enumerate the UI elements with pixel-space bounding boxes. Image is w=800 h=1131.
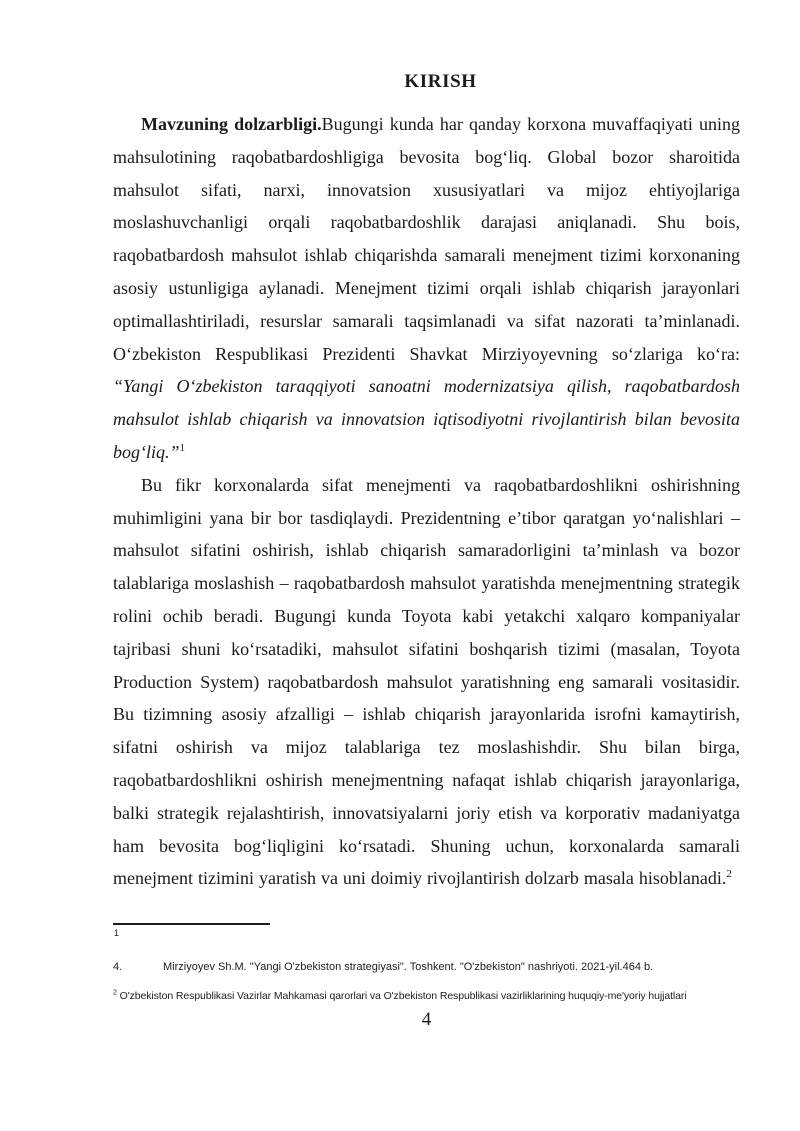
footnote-item-1-number: 4. <box>113 961 123 974</box>
paragraph-1-lead-bold: Mavzuning dolzarbligi. <box>141 114 322 134</box>
paragraph-1-text: Bugungi kunda har qanday korxona muvaffaqiyati uning mahsulotining raqobatbardoshligiga bevosita bog‘liq. Global bozor sharoitida mahsulot sifati, narxi, innovatsion xususiyatlari va mijoz ehtiyojlariga moslashuvchanligi orqali raqobatbardoshlik darajasi aniqlanadi. Shu bois, raqobatbardosh mahsulot ishlab chiqarishda samarali menejment tizimi korxonaning asosiy ustunligiga aylanadi. Menejment tizimi orqali ishlab chiqarish jarayonlari optimallashtiriladi, resurslar samarali taqsimlanadi va sifat nazorati ta’minlanadi. O‘zbekiston Respublikasi Prezidenti Shavkat Mirziyoyevning so‘zlariga ko‘ra: <box>113 114 741 364</box>
paragraph-1-quote: “Yangi O‘zbekiston taraqqiyoti sanoatni modernizatsiya qilish, raqobatbardosh mahsulot ishlab chiqarish va innovatsion iqtisodiyotni rivojlantirish bilan bevosita bog‘liq.” <box>113 376 740 462</box>
footnote-item-2 <box>113 989 740 1004</box>
page-number: 4 <box>421 1009 432 1031</box>
footnote-ref-2: 2 <box>726 868 732 881</box>
paragraph-2-text: Bu fikr korxonalarda sifat menejmenti va raqobatbardoshlikni oshirishning muhimligini yana bir bor tasdiqlaydi. Prezidentning e’tibor qaratgan yo‘nalishlari – mahsulot sifatini oshirish, ishlab chiqarish samaradorligini ta’minlash va bozor talablariga moslashish – raqobatbardosh mahsulot yaratishda menejmentning strategik rolini ochib beradi. Bugungi kunda Toyota kabi yetakchi xalqaro kompaniyalar tajribasi shuni ko‘rsatadiki, mahsulot sifatini boshqarish tizimi (masalan, Toyota Production System) raqobatbardosh mahsulot yaratishning eng samarali vositasidir. Bu tizimning asosiy afzalligi – ishlab chiqarish jarayonlarida isrofni kamaytirish, sifatni oshirish va mijoz talablariga tez moslashishdir. Shu bilan birga, raqobatbardoshlikni oshirish menejmentning nafaqat ishlab chiqarish jarayonlariga, balki strategik rejalashtirish, innovatsiyalarni joriy etish va korporativ madaniyatga ham bevosita bog‘liqligini ko‘rsatadi. Shuning uchun, korxonalarda samarali menejment tizimini yaratish va uni doimiy rivojlantirish dolzarb masala hisoblanadi. <box>113 474 740 889</box>
paragraph-2 <box>113 469 740 895</box>
footnote-area <box>113 923 740 1004</box>
footnote-separator-rule <box>113 923 270 925</box>
page-title: KIRISH <box>404 71 477 92</box>
footnote-item-2-ref: 2 <box>113 989 117 997</box>
footnote-item-2-text: O'zbekiston Respublikasi Vazirlar Mahkamasi qarorlari va O'zbekiston Respublikasi vazirliklarining huquqiy-me'yoriy hujjatlari <box>119 990 687 1003</box>
paragraph-1 <box>113 108 740 469</box>
footnote-1-marker: 1 <box>114 928 120 939</box>
footnote-ref-1: 1 <box>179 441 186 454</box>
footnote-item-1-text: Mirziyoyev Sh.M. "Yangi O'zbekiston strategiyasi". Toshkent. "O'zbekiston" nashriyoti. 2021-yil.464 b. <box>163 961 654 974</box>
footnote-item-1 <box>113 960 740 975</box>
